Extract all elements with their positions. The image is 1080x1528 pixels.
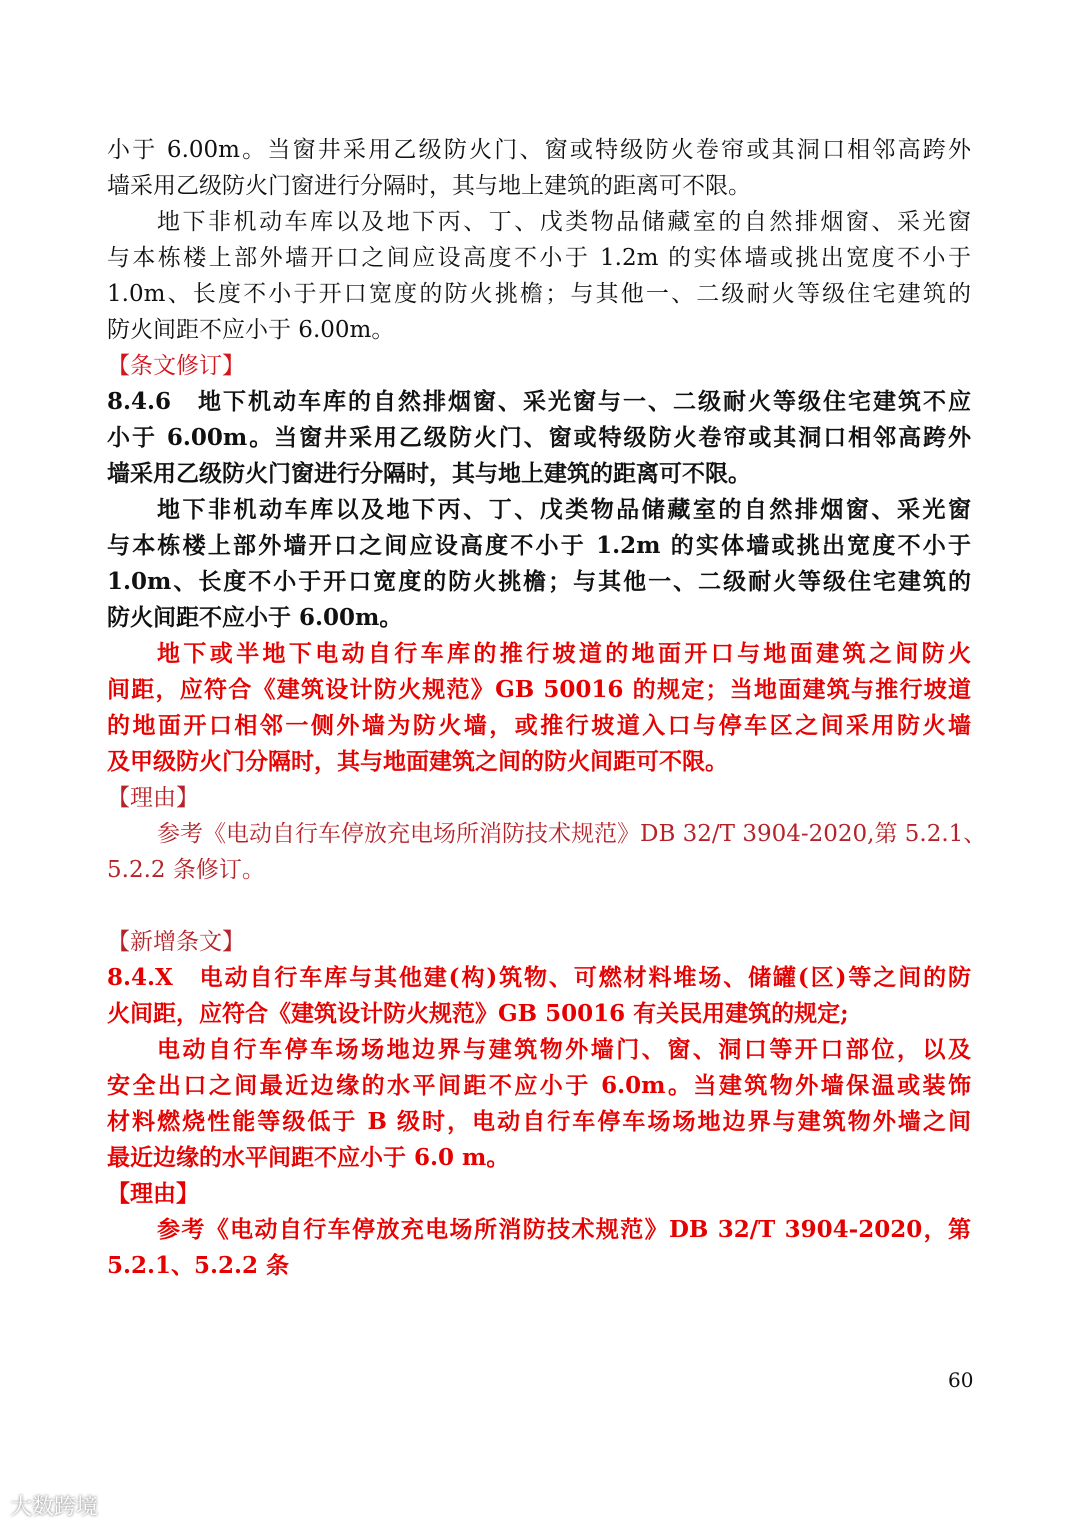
- text-line: 8.4.X 电动自行车库与其他建(构)筑物、可燃材料堆场、储罐(区)等之间的防: [107, 964, 971, 991]
- text-line: 防火间距不应小于 6.00m。: [107, 604, 403, 631]
- text-line: 地下或半地下电动自行车库的推行坡道的地面开口与地面建筑之间防火: [157, 640, 971, 667]
- text-line: 1.0m、长度不小于开口宽度的防火挑檐；与其他一、二级耐火等级住宅建筑的: [107, 281, 971, 307]
- text-line: 地下非机动车库以及地下丙、丁、戊类物品储藏室的自然排烟窗、采光窗: [157, 209, 971, 235]
- section-heading: 【理由】: [107, 1180, 199, 1207]
- text-line: 材料燃烧性能等级低于 B 级时，电动自行车停车场场地边界与建筑物外墙之间: [107, 1108, 971, 1135]
- section-heading: 【条文修订】: [107, 353, 245, 379]
- text-line: 5.2.2 条修订。: [107, 857, 265, 883]
- text-line: 防火间距不应小于 6.00m。: [107, 317, 395, 343]
- paragraph-gap: [107, 888, 971, 924]
- text-line: 墙采用乙级防火门窗进行分隔时，其与地上建筑的距离可不限。: [107, 173, 751, 199]
- text-line: 及甲级防火门分隔时，其与地面建筑之间的防火间距可不限。: [107, 748, 728, 775]
- text-line: 小于 6.00m。当窗井采用乙级防火门、窗或特级防火卷帘或其洞口相邻高跨外: [107, 137, 971, 163]
- section-heading: 【理由】: [107, 785, 199, 811]
- section-heading: 【新增条文】: [107, 929, 245, 955]
- text-line: 1.0m、长度不小于开口宽度的防火挑檐；与其他一、二级耐火等级住宅建筑的: [107, 568, 971, 595]
- text-line: 参考《电动自行车停放充电场所消防技术规范》DB 32/T 3904-2020，第: [157, 1216, 971, 1243]
- text-line: 最近边缘的水平间距不应小于 6.0 m。: [107, 1144, 510, 1171]
- text-line: 间距，应符合《建筑设计防火规范》GB 50016 的规定；当地面建筑与推行坡道: [107, 676, 971, 703]
- text-line: 地下非机动车库以及地下丙、丁、戊类物品储藏室的自然排烟窗、采光窗: [157, 496, 971, 523]
- text-line: 8.4.6 地下机动车库的自然排烟窗、采光窗与一、二级耐火等级住宅建筑不应: [107, 388, 971, 415]
- text-line: 电动自行车停车场场地边界与建筑物外墙门、窗、洞口等开口部位，以及: [157, 1036, 971, 1063]
- text-line: 火间距，应符合《建筑设计防火规范》GB 50016 有关民用建筑的规定;: [107, 1000, 849, 1027]
- page-number: 60: [948, 1368, 974, 1392]
- text-line: 墙采用乙级防火门窗进行分隔时，其与地上建筑的距离可不限。: [107, 460, 751, 487]
- text-line: 的地面开口相邻一侧外墙为防火墙，或推行坡道入口与停车区之间采用防火墙: [107, 712, 971, 739]
- text-line: 小于 6.00m。当窗井采用乙级防火门、窗或特级防火卷帘或其洞口相邻高跨外: [107, 424, 971, 451]
- text-line: 与本栋楼上部外墙开口之间应设高度不小于 1.2m 的实体墙或挑出宽度不小于: [107, 245, 971, 271]
- watermark-logo: 大数跨境: [10, 1495, 99, 1520]
- text-line: 参考《电动自行车停放充电场所消防技术规范》DB 32/T 3904-2020,第 5.2.1、: [157, 821, 987, 847]
- text-line: 安全出口之间最近边缘的水平间距不应小于 6.0m。当建筑物外墙保温或装饰: [107, 1072, 971, 1099]
- text-line: 与本栋楼上部外墙开口之间应设高度不小于 1.2m 的实体墙或挑出宽度不小于: [107, 532, 971, 559]
- document-body: [107, 132, 987, 1284]
- text-line: 5.2.1、5.2.2 条: [107, 1252, 290, 1279]
